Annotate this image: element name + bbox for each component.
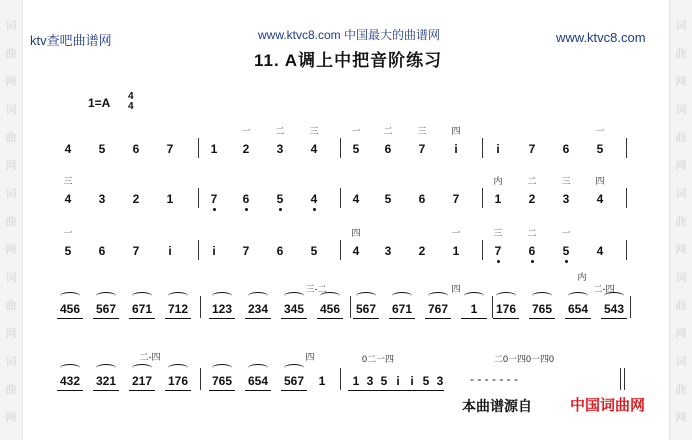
side-watermark-char: 网	[675, 328, 687, 340]
beam-line	[281, 390, 307, 391]
fingering-mark: 一	[241, 126, 251, 136]
triplet-slur	[248, 292, 268, 300]
side-watermark-char: 词	[675, 188, 687, 200]
fingering-mark: 内	[493, 176, 503, 186]
fingering-mark: 四	[351, 228, 361, 238]
sustain-dashes: - - - - - - -	[470, 372, 518, 386]
bar-line	[200, 296, 201, 318]
fingering-mark: 三	[309, 126, 319, 136]
octave-dot	[245, 208, 248, 211]
side-watermark-char: 网	[675, 76, 687, 88]
side-watermark-char: 曲	[675, 300, 687, 312]
beam-line	[57, 318, 83, 319]
note-group: 234	[247, 302, 269, 316]
note: 4	[310, 142, 318, 156]
note: 2	[418, 244, 426, 258]
side-watermark-char: 词	[675, 356, 687, 368]
beam-line	[57, 390, 83, 391]
beam-line	[129, 390, 155, 391]
site-url-right: www.ktvc8.com	[556, 30, 646, 45]
triplet-slur	[496, 292, 516, 300]
beam-line	[493, 318, 519, 319]
note: 3	[366, 374, 374, 388]
bar-line	[340, 138, 341, 158]
note-group: 345	[283, 302, 305, 316]
fingering-mark: 三	[561, 176, 571, 186]
time-signature-bottom: 4	[128, 101, 134, 112]
beam-line	[317, 318, 343, 319]
beam-line	[348, 390, 444, 391]
triplet-slur	[284, 292, 304, 300]
beam-line	[245, 318, 271, 319]
note: 6	[98, 244, 106, 258]
note-group: 671	[131, 302, 153, 316]
triplet-slur	[212, 292, 232, 300]
note-group: 567	[355, 302, 377, 316]
beam-line	[281, 318, 307, 319]
note: 3	[436, 374, 444, 388]
note: 2	[132, 192, 140, 206]
side-watermark-char: 网	[5, 160, 17, 172]
fingering-mark: 一	[451, 228, 461, 238]
bar-line	[198, 188, 199, 208]
octave-dot	[497, 260, 500, 263]
side-watermark-char: 网	[5, 412, 17, 424]
beam-line	[209, 318, 235, 319]
note-group: 176	[167, 374, 189, 388]
triplet-slur	[132, 292, 152, 300]
side-watermark-char: 词	[5, 104, 17, 116]
note: i	[496, 142, 500, 156]
fingering-mark: 三	[63, 176, 73, 186]
triplet-slur	[96, 364, 116, 372]
note-group: 432	[59, 374, 81, 388]
side-watermark-char: 曲	[675, 216, 687, 228]
left-watermark-strip	[0, 0, 23, 440]
triplet-slur	[60, 292, 80, 300]
fingering-mark: 一	[63, 228, 73, 238]
bar-line	[340, 240, 341, 260]
octave-dot	[565, 260, 568, 263]
note: 5	[98, 142, 106, 156]
note: 3	[276, 142, 284, 156]
note: 4	[596, 192, 604, 206]
note: 5	[596, 142, 604, 156]
note: 7	[242, 244, 250, 258]
note: 1	[166, 192, 174, 206]
bar-line	[492, 296, 493, 318]
note: 4	[64, 192, 72, 206]
note: 6	[242, 192, 250, 206]
note: 3	[98, 192, 106, 206]
beam-line	[129, 318, 155, 319]
note-group: 456	[59, 302, 81, 316]
note-group: 456	[319, 302, 341, 316]
side-watermark-char: 网	[5, 328, 17, 340]
octave-dot	[279, 208, 282, 211]
fingering-mark: 二	[527, 228, 537, 238]
beam-line	[601, 318, 627, 319]
right-watermark-strip	[669, 0, 692, 440]
note: i	[168, 244, 172, 258]
note: 7	[210, 192, 218, 206]
note: 1	[494, 192, 502, 206]
triplet-slur	[168, 292, 188, 300]
octave-dot	[213, 208, 216, 211]
note: i	[410, 374, 414, 388]
note: 6	[528, 244, 536, 258]
note-group: 123	[211, 302, 233, 316]
side-watermark-char: 词	[5, 20, 17, 32]
time-signature	[128, 92, 134, 112]
side-watermark-char: 词	[675, 272, 687, 284]
fingering-mark: 四	[595, 176, 605, 186]
note: 5	[64, 244, 72, 258]
side-watermark-char: 网	[5, 76, 17, 88]
triplet-slur	[248, 364, 268, 372]
fingering-mark: 四	[451, 284, 461, 294]
note: 4	[352, 192, 360, 206]
note: 4	[64, 142, 72, 156]
bar-line	[340, 368, 341, 390]
note: 1	[352, 374, 360, 388]
side-watermark-char: 曲	[675, 384, 687, 396]
note: 6	[132, 142, 140, 156]
note: 7	[418, 142, 426, 156]
note: i	[454, 142, 458, 156]
triplet-slur	[568, 292, 588, 300]
bar-line	[198, 138, 199, 158]
fingering-mark: 四	[451, 126, 461, 136]
triplet-slur	[464, 292, 484, 300]
note: 6	[384, 142, 392, 156]
bar-line	[350, 296, 351, 318]
note-group: 671	[391, 302, 413, 316]
note: 3	[384, 244, 392, 258]
side-watermark-char: 词	[5, 188, 17, 200]
note: 5	[352, 142, 360, 156]
source-brand: 中国词曲网	[570, 397, 646, 414]
note-group: 765	[531, 302, 553, 316]
triplet-slur	[392, 292, 412, 300]
note-group: 567	[95, 302, 117, 316]
beam-line	[425, 318, 451, 319]
triplet-slur	[284, 364, 304, 372]
triplet-slur	[428, 292, 448, 300]
bar-line	[340, 188, 341, 208]
note-group: 1	[470, 302, 478, 316]
site-name-left: ktv查吧曲谱网	[30, 33, 112, 48]
beam-line	[209, 390, 235, 391]
site-tagline: www.ktvc8.com 中国最大的曲谱网	[258, 28, 441, 42]
fingering-mark: 一	[561, 228, 571, 238]
bar-line	[626, 188, 627, 208]
beam-line	[389, 318, 415, 319]
key-signature: 1=A	[88, 96, 111, 110]
side-watermark-char: 曲	[5, 216, 17, 228]
note: i	[212, 244, 216, 258]
fingering-mark: 三-二	[305, 284, 327, 294]
triplet-slur	[168, 364, 188, 372]
fingering-mark: 一	[595, 126, 605, 136]
fingering-mark: 一	[351, 126, 361, 136]
note: i	[396, 374, 400, 388]
fingering-mark: 二	[527, 176, 537, 186]
side-watermark-char: 曲	[5, 132, 17, 144]
note-group: 765	[211, 374, 233, 388]
side-watermark-char: 词	[5, 272, 17, 284]
octave-dot	[313, 208, 316, 211]
note: 1	[452, 244, 460, 258]
note: 4	[596, 244, 604, 258]
bar-line	[626, 138, 627, 158]
side-watermark-char: 曲	[5, 48, 17, 60]
beam-line	[245, 390, 271, 391]
note: 7	[132, 244, 140, 258]
bar-line	[200, 368, 201, 390]
note: 5	[310, 244, 318, 258]
note: 5	[422, 374, 430, 388]
bar-line	[482, 188, 483, 208]
note-group: 176	[495, 302, 517, 316]
bar-line	[482, 240, 483, 260]
beam-line	[165, 318, 191, 319]
beam-line	[93, 318, 119, 319]
triplet-slur	[60, 364, 80, 372]
note: 6	[562, 142, 570, 156]
beam-line	[461, 318, 487, 319]
note: 2	[242, 142, 250, 156]
fingering-mark: 二-四	[593, 284, 615, 294]
fingering-mark: 二-四	[139, 352, 161, 362]
side-watermark-char: 网	[675, 160, 687, 172]
triplet-slur	[96, 292, 116, 300]
bar-line	[482, 138, 483, 158]
beam-line	[93, 390, 119, 391]
note-group: 712	[167, 302, 189, 316]
fingering-mark: 内	[577, 272, 587, 282]
bar-line	[630, 296, 631, 318]
side-watermark-char: 曲	[675, 48, 687, 60]
note: 7	[166, 142, 174, 156]
note: 7	[528, 142, 536, 156]
note: 5	[384, 192, 392, 206]
note: 2	[528, 192, 536, 206]
bar-line	[626, 240, 627, 260]
note: 4	[352, 244, 360, 258]
side-watermark-char: 网	[5, 244, 17, 256]
note: 6	[276, 244, 284, 258]
side-watermark-char: 曲	[5, 384, 17, 396]
page-title: 11. A调上中把音阶练习	[254, 51, 443, 70]
note: 5	[562, 244, 570, 258]
beam-line	[353, 318, 379, 319]
note-group: 567	[283, 374, 305, 388]
triplet-slur	[132, 364, 152, 372]
note-group: 321	[95, 374, 117, 388]
fingering-mark: 二0一四0一四0	[493, 354, 555, 364]
fingering-mark: 二	[383, 126, 393, 136]
note: 5	[276, 192, 284, 206]
triplet-slur	[532, 292, 552, 300]
note: 6	[418, 192, 426, 206]
side-watermark-char: 词	[675, 104, 687, 116]
note: 7	[452, 192, 460, 206]
fingering-mark: 二	[275, 126, 285, 136]
bar-line	[620, 368, 621, 390]
source-prefix: 本曲谱源自	[462, 398, 532, 414]
time-signature-top: 4	[128, 91, 134, 102]
bar-line	[624, 368, 625, 390]
note: 7	[494, 244, 502, 258]
fingering-mark: 三	[417, 126, 427, 136]
octave-dot	[531, 260, 534, 263]
note-group: 654	[567, 302, 589, 316]
bar-line	[198, 240, 199, 260]
note: 4	[310, 192, 318, 206]
triplet-slur	[356, 292, 376, 300]
note: 5	[380, 374, 388, 388]
triplet-slur	[212, 364, 232, 372]
side-watermark-char: 词	[5, 356, 17, 368]
note-group: 654	[247, 374, 269, 388]
note: 1	[210, 142, 218, 156]
beam-line	[165, 390, 191, 391]
fingering-mark: 0二一四	[361, 354, 395, 364]
side-watermark-char: 网	[675, 412, 687, 424]
side-watermark-char: 曲	[675, 132, 687, 144]
side-watermark-char: 曲	[5, 300, 17, 312]
fingering-mark: 三	[493, 228, 503, 238]
note: 1	[318, 374, 326, 388]
beam-line	[565, 318, 591, 319]
note: 3	[562, 192, 570, 206]
note-group: 217	[131, 374, 153, 388]
beam-line	[529, 318, 555, 319]
side-watermark-char: 网	[675, 244, 687, 256]
note-group: 543	[603, 302, 625, 316]
fingering-mark: 四	[305, 352, 315, 362]
note-group: 767	[427, 302, 449, 316]
side-watermark-char: 词	[675, 20, 687, 32]
